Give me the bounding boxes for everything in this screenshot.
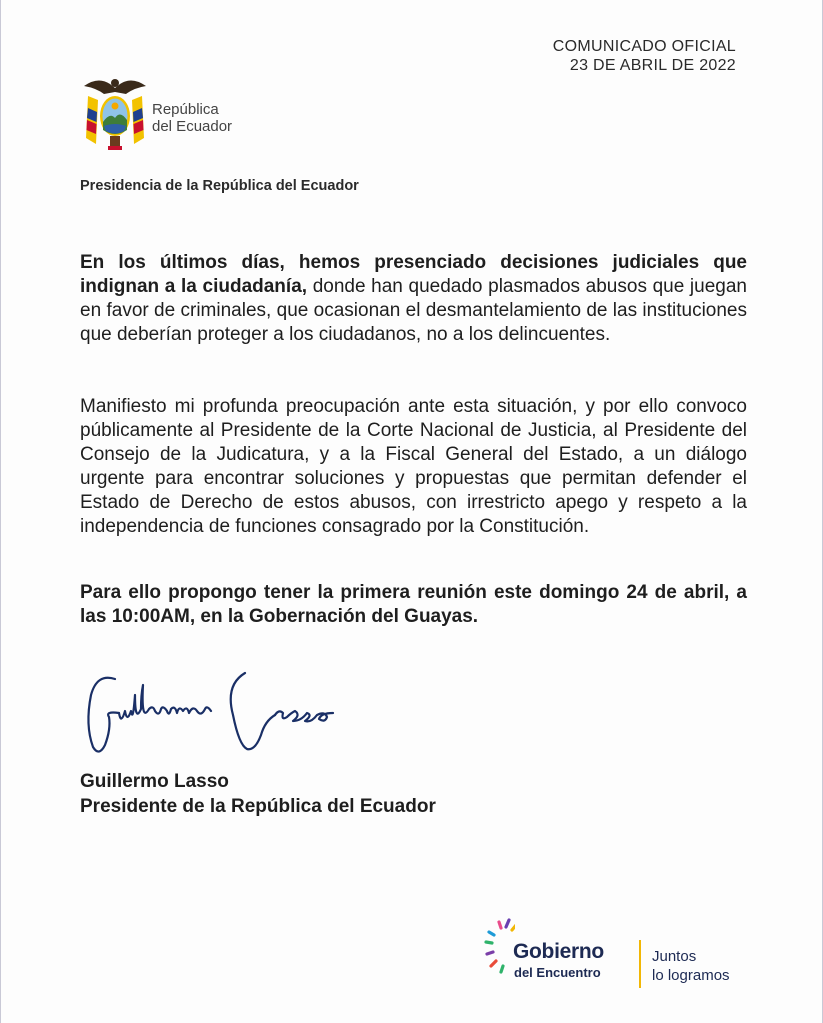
communique-header: [553, 37, 736, 75]
institution-name: Presidencia de la República del Ecuador: [80, 178, 359, 194]
paragraph-1-bold-lead: En los últimos días, hemos presenciado decisiones judiciales que indignan a la ciudadanía,: [80, 252, 747, 297]
republic-wordmark-line1: República: [152, 101, 219, 118]
handwritten-signature: [75, 665, 395, 765]
signer-block: [80, 769, 436, 819]
signer-title: Presidente de la República del Ecuador: [80, 796, 436, 817]
sunburst-icon: [483, 914, 515, 994]
republic-wordmark-line2: del Ecuador: [152, 118, 233, 135]
communique-label: COMUNICADO OFICIAL: [552, 38, 736, 55]
logo-motto-line1: Juntos: [652, 948, 697, 965]
encuentro-wordmark: del Encuentro: [514, 965, 601, 980]
paragraph-2: Manifiesto mi profunda preocupación ante esta situación, y por ello convoco públicamente al Presidente de la Corte Nacional de Justicia, al Presidente del Consejo de la Judicatura, y a la Fiscal General del Estado, a un diálogo urgente para encontrar soluciones y propuestas que permitan defender el Estado de Derecho de estos abusos, con irrestricto apego y respeto a la independencia de funciones consagrado por la Constitución.: [80, 396, 747, 537]
logo-motto: [652, 947, 730, 985]
communique-date: 23 DE ABRIL DE 2022: [569, 57, 736, 74]
paragraph-3: Para ello propongo tener la primera reunión este domingo 24 de abril, a las 10:00AM, en la Gobernación del Guayas.: [80, 582, 747, 627]
ecuador-coat-of-arms-icon: [80, 74, 150, 154]
logo-motto-line2: lo logramos: [652, 967, 730, 984]
paragraph-1: [80, 251, 747, 347]
gobierno-del-encuentro-logo: [483, 914, 755, 994]
signer-name: Guillermo Lasso: [80, 771, 229, 792]
gobierno-wordmark: Gobierno: [513, 940, 604, 963]
republic-wordmark: [152, 101, 232, 135]
logo-divider: [639, 940, 641, 988]
paragraph-1-rest: donde han quedado plasmados abusos que juegan en favor de criminales, que ocasionan el desmantelamiento de las instituciones que deberían proteger a los ciudadanos, no a los delincuentes.: [80, 276, 747, 345]
